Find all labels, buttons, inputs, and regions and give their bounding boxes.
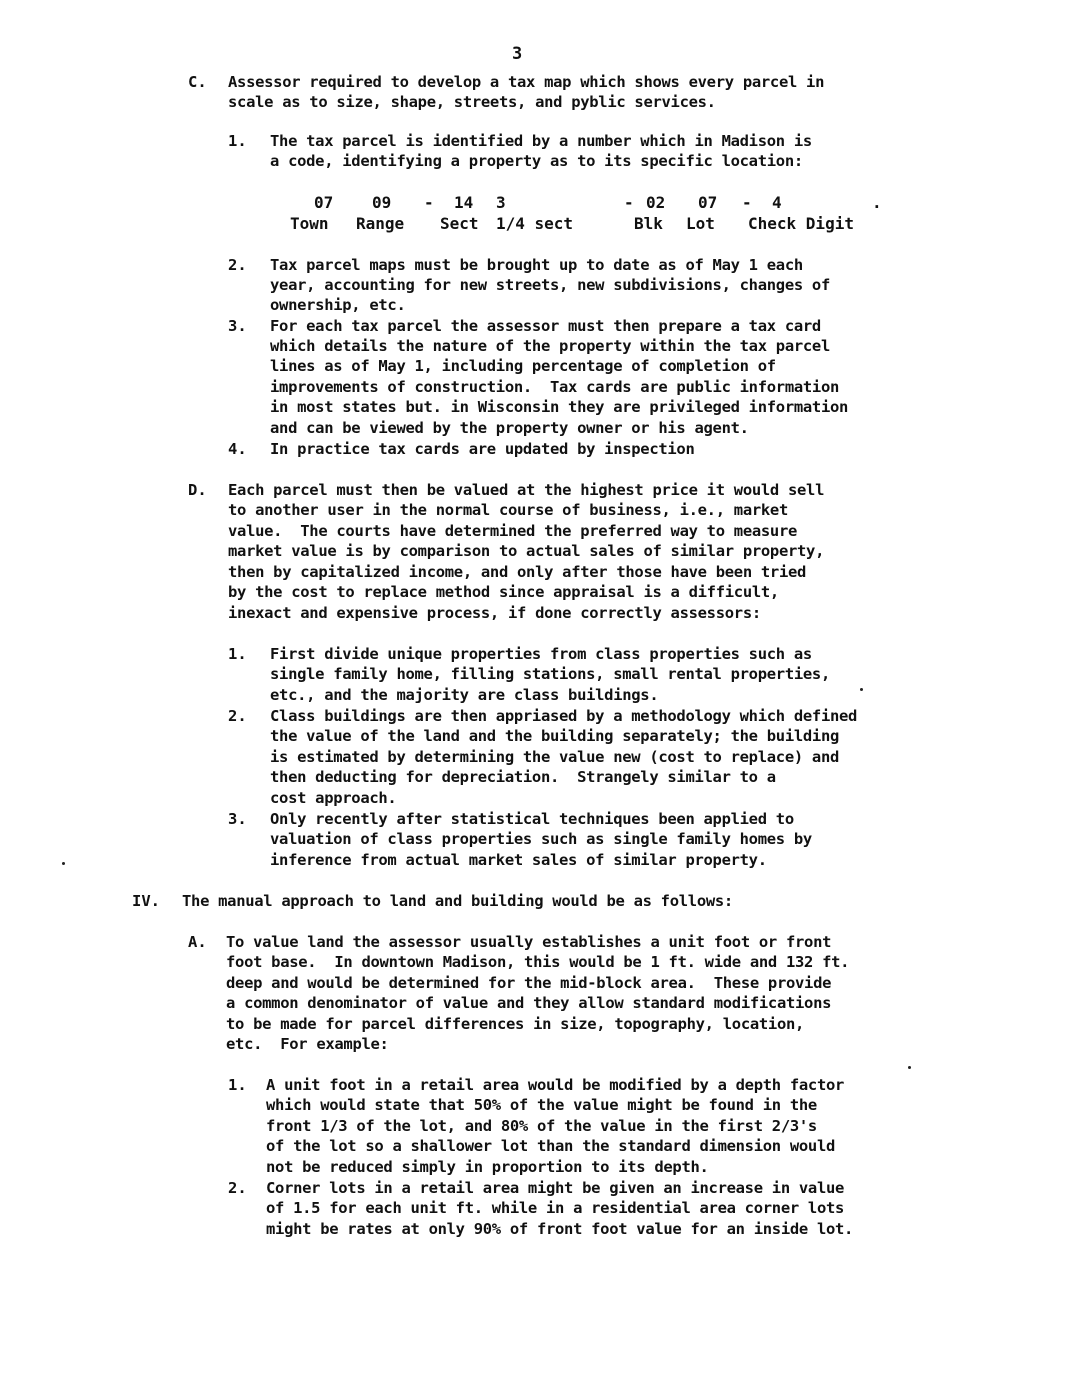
parcel-code-range: 09 [372,193,392,212]
c-item-3-number: 3. [228,317,247,335]
parcel-label-town: Town [290,214,329,233]
parcel-label-lot: Lot [686,214,715,233]
section-d-line: then by capitalized income, and only after those have been tried [228,563,807,581]
parcel-code-dot: . [872,193,882,212]
a-item-2-line: might be rates at only 90% of front foot value for an inside lot. [266,1220,854,1238]
section-d-line: by the cost to replace method since appraisal is a difficult, [228,583,779,601]
parcel-code-lot: 07 [698,193,718,212]
d-item-2-line: Class buildings are then appriased by a methodology which defined [270,707,858,725]
section-c-line: Assessor required to develop a tax map which shows every parcel in [228,73,825,91]
section-a-line: to be made for parcel differences in size, topography, location, [226,1015,805,1033]
c-item-2-line: Tax parcel maps must be brought up to date as of May 1 each [270,256,803,274]
d-item-2-line: the value of the land and the building separately; the building [270,727,840,745]
parcel-code-town: 07 [314,193,334,212]
d-item-1-line: single family home, filling stations, small rental properties, [270,665,830,683]
a-item-1-line: not be reduced simply in proportion to its depth. [266,1158,709,1176]
c-item-2-line: ownership, etc. [270,296,406,314]
a-item-1-line: which would state that 50% of the value might be found in the [266,1096,817,1114]
section-d-marker: D. [188,481,207,499]
c-item-2-line: year, accounting for new streets, new subdivisions, changes of [270,276,830,294]
d-item-3-line: Only recently after statistical techniques been applied to [270,810,794,828]
d-item-3-line: inference from actual market sales of similar property. [270,851,767,869]
c-item-2-number: 2. [228,256,247,274]
d-item-1-line: etc., and the majority are class buildings. [270,686,659,704]
c-item-1-line: a code, identifying a property as to its specific location: [270,152,803,170]
d-item-2-line: is estimated by determining the value new (cost to replace) and [270,748,840,766]
d-item-2-line: cost approach. [270,789,397,807]
section-a-marker: A. [188,933,207,951]
scan-speck [860,688,863,691]
section-d-line: value. The courts have determined the preferred way to measure [228,522,798,540]
section-d-line: inexact and expensive process, if done correctly assessors: [228,604,761,622]
c-item-3-line: For each tax parcel the assessor must then prepare a tax card [270,317,821,335]
d-item-1-number: 1. [228,645,247,663]
scan-speck [908,1066,911,1069]
c-item-4-line: In practice tax cards are updated by inspection [270,440,695,458]
c-item-1-line: The tax parcel is identified by a number which in Madison is [270,132,812,150]
parcel-label-range: Range [356,214,405,233]
c-item-4-number: 4. [228,440,247,458]
a-item-2-line: Corner lots in a retail area might be given an increase in value [266,1179,845,1197]
a-item-1-number: 1. [228,1076,247,1094]
section-a-line: To value land the assessor usually establishes a unit foot or front [226,933,832,951]
a-item-1-line: front 1/3 of the lot, and 80% of the value in the first 2/3's [266,1117,817,1135]
parcel-label-check-digit: Check Digit [748,214,854,233]
parcel-code-dash: - [742,193,752,212]
parcel-label-blk: Blk [634,214,663,233]
section-d-line: market value is by comparison to actual sales of similar property, [228,542,825,560]
c-item-3-line: lines as of May 1, including percentage of completion of [270,357,776,375]
parcel-code-dash: - [424,193,434,212]
c-item-3-line: improvements of construction. Tax cards are public information [270,378,840,396]
d-item-3-number: 3. [228,810,247,828]
parcel-label-quarter-sect: 1/4 sect [496,214,574,233]
section-a-line: foot base. In downtown Madison, this would be 1 ft. wide and 132 ft. [226,953,850,971]
section-a-line: etc. For example: [226,1035,389,1053]
parcel-code-block: 02 [646,193,666,212]
a-item-1-line: A unit foot in a retail area would be modified by a depth factor [266,1076,845,1094]
c-item-3-line: and can be viewed by the property owner or his agent. [270,419,749,437]
section-c-marker: C. [188,73,207,91]
d-item-3-line: valuation of class properties such as single family homes by [270,830,812,848]
section-iv-line: The manual approach to land and building would be as follows: [182,892,733,910]
scan-speck [62,862,65,865]
section-d-line: to another user in the normal course of business, i.e., market [228,501,788,519]
a-item-1-line: of the lot so a shallower lot than the standard dimension would [266,1137,836,1155]
c-item-3-line: in most states but. in Wisconsin they are privileged information [270,398,849,416]
section-iv-marker: IV. [132,892,160,910]
section-a-line: deep and would be determined for the mid-block area. These provide [226,974,832,992]
section-d-line: Each parcel must then be valued at the highest price it would sell [228,481,825,499]
section-a-line: a common denominator of value and they allow standard modifications [226,994,832,1012]
section-c-line: scale as to size, shape, streets, and pyblic services. [228,93,716,111]
parcel-code-check-digit: 4 [772,193,782,212]
c-item-3-line: which details the nature of the property within the tax parcel [270,337,830,355]
c-item-1-number: 1. [228,132,247,150]
parcel-code-sect: 14 [454,193,474,212]
d-item-2-number: 2. [228,707,247,725]
parcel-code-dash: - [624,193,634,212]
a-item-2-line: of 1.5 for each unit ft. while in a residential area corner lots [266,1199,845,1217]
parcel-label-sect: Sect [440,214,479,233]
d-item-2-line: then deducting for depreciation. Strangely similar to a [270,768,776,786]
parcel-code-quarter: 3 [496,193,506,212]
page-number: 3 [512,44,523,64]
a-item-2-number: 2. [228,1179,247,1197]
d-item-1-line: First divide unique properties from class properties such as [270,645,812,663]
